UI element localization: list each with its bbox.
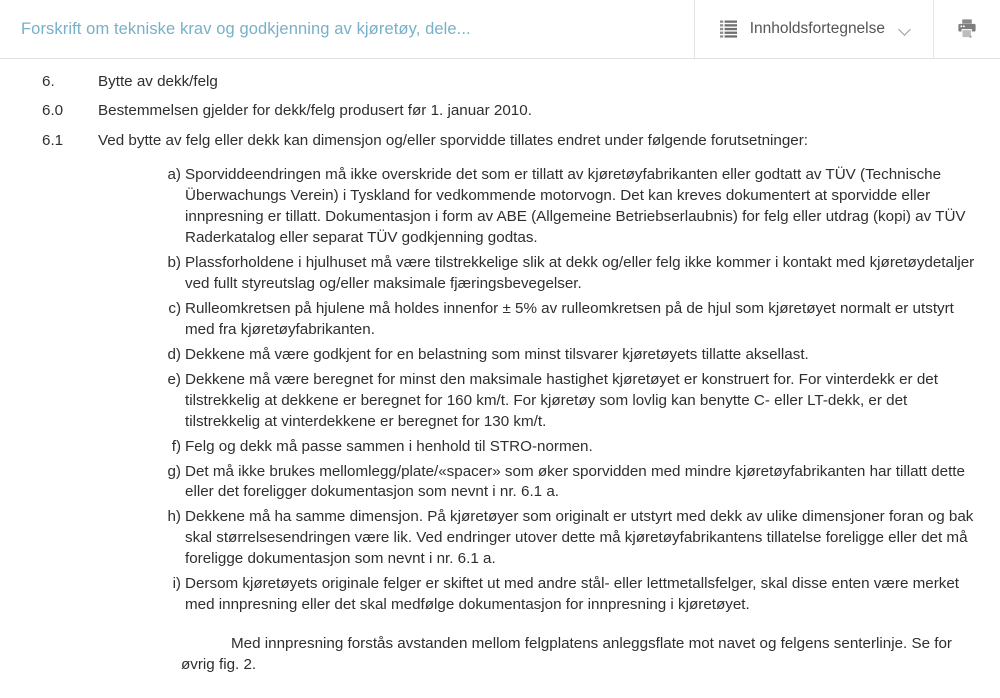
- list-item-text: Sporviddeendringen må ikke overskride det som er tillatt av kjøretøyfabrikanten eller godtatt av TÜV (Technische Überwachungs Verein) i Tyskland for vedkommende motorvogn. Det kan kreves dokumentert at sporvidde eller innpresning er tillatt. Dokumentasjon i form av ABE (Allgemeine Betriebserlaubnis) for felg eller utdrag (kopi) av TÜV Raderkatalog eller separat TÜV godkjenning godtas.: [185, 165, 966, 246]
- section-row: [0, 97, 1000, 127]
- list-item-marker: i): [172, 575, 181, 593]
- section-text: Ved bytte av felg eller dekk kan dimensjon og/eller sporvidde tillates endret under følgende forutsetninger:: [98, 132, 809, 150]
- section-row: [0, 127, 1000, 157]
- list-item-text: Rulleomkretsen på hjulene må holdes innenfor ± 5% av rulleomkretsen på de hjul som kjøretøyet normalt er utstyrt med fra kjøretøyfabrikanten.: [185, 299, 954, 338]
- list-item-marker: b): [167, 253, 181, 271]
- document-content: [0, 59, 1000, 676]
- list-item-text: Dersom kjøretøyets originale felger er skiftet ut med andre stål- eller lettmetallsfelger, skal disse enten være merket med innpresning eller det skal medfølge dokumentasjon for innpresning i kjøretøyet.: [185, 575, 960, 614]
- printer-icon: [956, 18, 978, 40]
- list-item-marker: g): [167, 462, 181, 480]
- top-toolbar: [0, 0, 1000, 59]
- list-item: [0, 370, 1000, 437]
- list-item-text: Det må ikke brukes mellomlegg/plate/«spacer» som øker sporvidden med mindre kjøretøyfabrikanten har tillatt dette eller det foreligger dokumentasjon som nevnt i nr. 6.1 a.: [185, 462, 965, 501]
- list-item: [0, 462, 1000, 508]
- document-title[interactable]: Forskrift om tekniske krav og godkjenning av kjøretøy, dele...: [21, 19, 471, 38]
- chevron-down-icon: [900, 24, 911, 35]
- list-item-marker: f): [171, 437, 181, 455]
- table-of-contents-label: Innholdsfortegnelse: [749, 20, 885, 37]
- list-item: [0, 507, 1000, 574]
- list-item-marker: a): [167, 165, 181, 183]
- list-item: [0, 345, 1000, 370]
- list-item-text: Dekkene må være beregnet for minst den maksimale hastighet kjøretøyet er konstruert for. For vinterdekk er det tilstrekkelig at dekkene er beregnet for 160 km/t. For kjøretøy som lovlig kan benytte C- eller LT-dekk, er det tilstrekkelig at vinterdekkene er beregnet for 130 km/t.: [185, 370, 938, 430]
- section-number: 6.: [42, 72, 55, 90]
- list-item: [0, 299, 1000, 345]
- list-icon: [720, 20, 737, 39]
- list-item: [0, 253, 1000, 299]
- list-item-marker: e): [167, 370, 181, 388]
- section-text: Bestemmelsen gjelder for dekk/felg produsert før 1. januar 2010.: [98, 102, 532, 120]
- list-item-text: Plassforholdene i hjulhuset må være tilstrekkelige slik at dekk og/eller felg ikke kommer i kontakt med kjøretøydetaljer ved fullt styreutslag og/eller maksimale fjæringsbevegelser.: [185, 253, 975, 292]
- closing-paragraph: Med innpresning forstås avstanden mellom felgplatens anleggsflate mot navet og felgens senterlinje. Se for øvrig fig. 2.: [181, 635, 952, 674]
- list-item-marker: d): [167, 345, 181, 363]
- list-item: [0, 165, 1000, 253]
- section-number: 6.0: [42, 102, 64, 120]
- document-title-container: [0, 0, 694, 58]
- list-item-text: Dekkene må være godkjent for en belastning som minst tilsvarer kjøretøyets tillatte aksellast.: [185, 345, 809, 363]
- print-button[interactable]: [934, 0, 1000, 58]
- list-item-text: Felg og dekk må passe sammen i henhold til STRO-normen.: [185, 437, 593, 455]
- section-number: 6.1: [42, 132, 64, 150]
- table-of-contents-button[interactable]: [695, 0, 933, 58]
- section-text: Bytte av dekk/felg: [98, 72, 218, 90]
- list-item-marker: h): [167, 508, 181, 526]
- list-item-marker: c): [168, 299, 181, 317]
- list-item-text: Dekkene må ha samme dimensjon. På kjøretøyer som originalt er utstyrt med dekk av ulike dimensjoner foran og bak skal størrelsesendringen være lik. Ved endringer utover dette må kjøretøyfabrikantens tillatelse foreligge eller det må foreligge dokumentasjon som nevnt i nr. 6.1 a.: [185, 508, 974, 568]
- lettered-list: [0, 165, 1000, 620]
- list-item: [0, 574, 1000, 620]
- list-item: [0, 437, 1000, 462]
- section-row: [0, 67, 1000, 97]
